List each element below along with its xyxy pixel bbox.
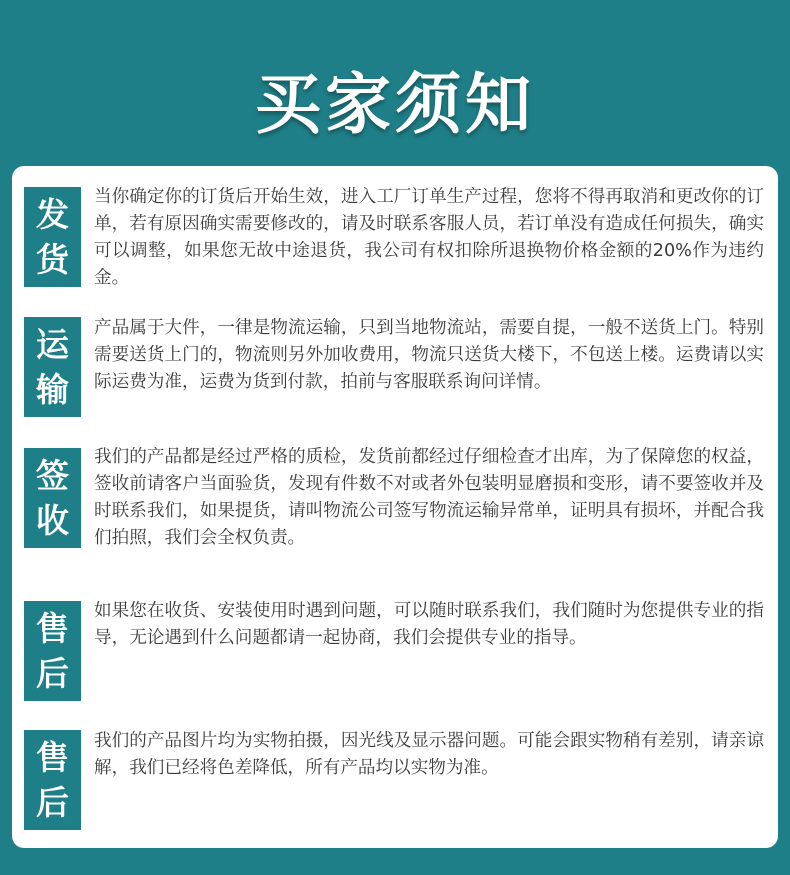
page-title: 买家须知 <box>255 66 535 143</box>
badge-char: 后 <box>36 783 69 822</box>
badge-char: 运 <box>36 325 69 364</box>
section-badge <box>24 187 81 287</box>
notice-card <box>12 166 778 848</box>
section-text: 我们的产品都是经过严格的质检，发货前都经过仔细检查才出库，为了保障您的权益，签收前请客户当面验货，发现有件数不对或者外包装明显磨损和变形，请不要签收并及时联系我们，如果提货，请叫物流公司签写物流运输异常单，证明具有损坏，并配合我们拍照，我们会全权负责。 <box>94 447 764 548</box>
badge-char: 输 <box>36 370 69 409</box>
section-text: 我们的产品图片均为实物拍摄，因光线及显示器问题。可能会跟实物稍有差别，请亲谅解，我们已经将色差降低，所有产品均以实物为准。 <box>94 731 764 778</box>
section-text: 如果您在收货、安装使用时遇到问题，可以随时联系我们，我们随时为您提供专业的指导，无论遇到什么问题都请一起协商，我们会提供专业的指导。 <box>94 601 764 648</box>
badge-char: 发 <box>36 195 69 234</box>
section-text: 产品属于大件，一律是物流运输，只到当地物流站，需要自提，一般不送货上门。特别需要送货上门的，物流则另外加收费用，物流只送货大楼下，不包送上楼。运费请以实际运费为准，运费为货到付款，拍前与客服联系询问详情。 <box>94 318 764 392</box>
badge-char: 收 <box>36 501 69 540</box>
badge-char: 货 <box>36 240 69 279</box>
section-badge <box>24 730 81 830</box>
badge-char: 售 <box>36 738 69 777</box>
section-badge <box>24 601 81 701</box>
section-badge <box>24 448 81 548</box>
section-text: 当你确定你的订货后开始生效，进入工厂订单生产过程，您将不得再取消和更改你的订单，若有原因确实需要修改的，请及时联系客服人员，若订单没有造成任何损失，确实可以调整，如果您无故中途退货，我公司有权扣除所退换物价格金额的20%作为违约金。 <box>94 187 764 288</box>
badge-char: 后 <box>36 654 69 693</box>
section-badge <box>24 317 81 417</box>
badge-char: 售 <box>36 609 69 648</box>
badge-char: 签 <box>36 456 69 495</box>
